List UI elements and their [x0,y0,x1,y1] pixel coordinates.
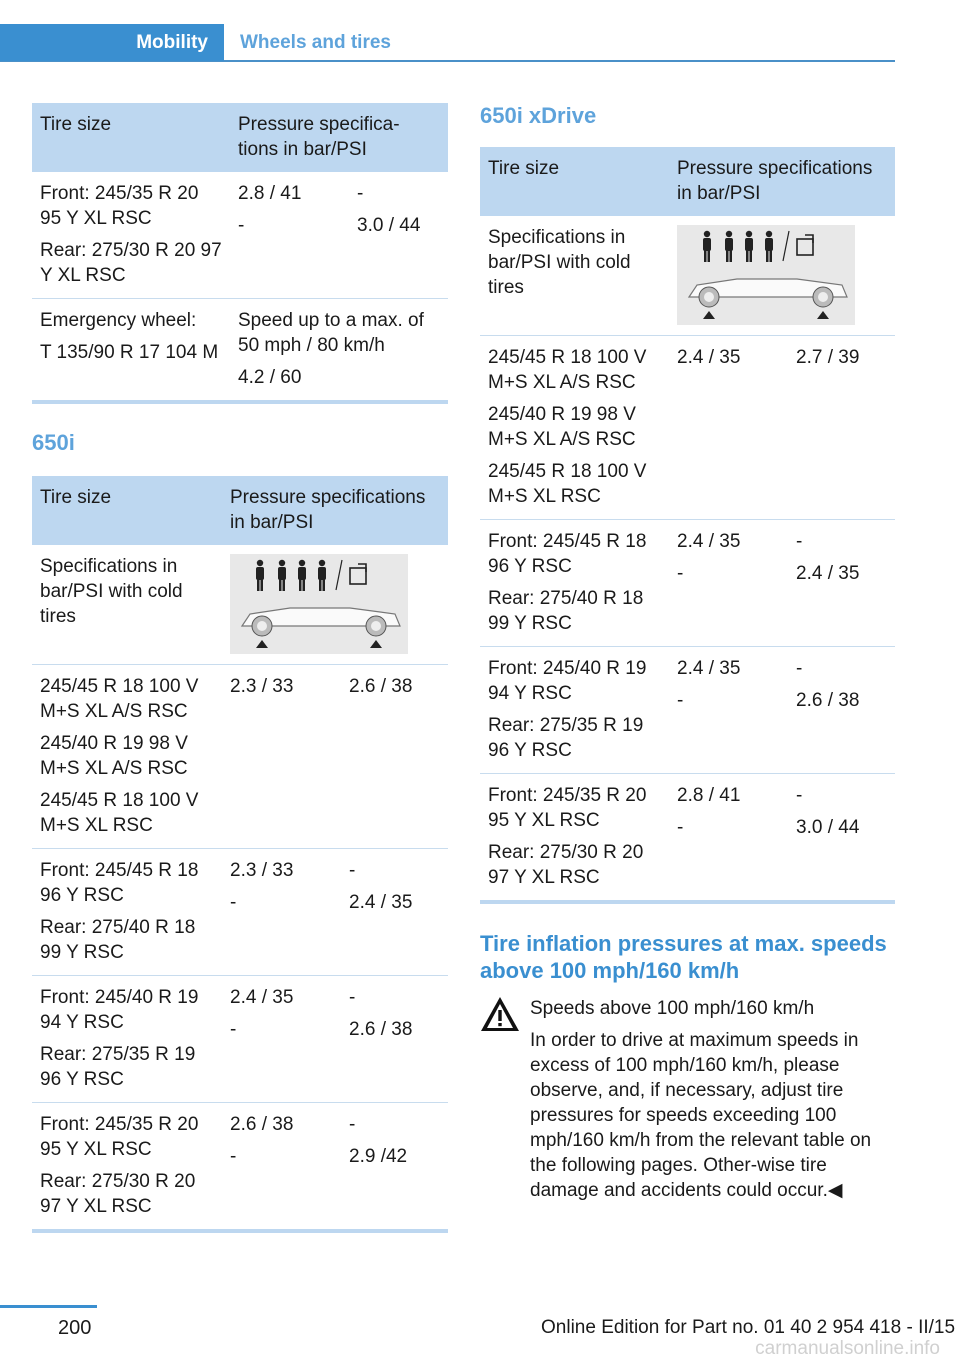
column-header-pressure: Pressure specifications in bar/PSI [669,147,895,216]
tire-size-rear: Rear: 275/30 R 20 97 Y XL RSC [40,240,222,286]
column-header-pressure: Pressure specifica- tions in bar/PSI [230,103,448,172]
watermark: carmanualsonline.info [755,1338,940,1359]
tire-size-rear: Rear: 275/40 R 18 99 Y RSC [488,588,644,634]
page-footer [0,1305,960,1362]
table-row [480,336,895,520]
pressure-value: 2.3 / 33 [230,860,294,881]
pressure-value: - [357,183,364,204]
pressure-value: - [238,215,245,236]
page-number-rule [0,1305,97,1308]
tire-size-rear: Rear: 275/40 R 18 99 Y RSC [40,917,196,963]
table-row [480,216,895,336]
tire-size-rear: Rear: 275/35 R 19 96 Y RSC [40,1044,196,1090]
warning-triangle-icon [480,996,520,1032]
tire-size: 245/45 R 18 100 V M+S XL A/S RSC [40,676,199,722]
table-row [480,647,895,774]
pressure-value: 2.4 / 35 [677,658,741,679]
column-header-tire-size: Tire size [32,103,230,172]
warning-section-title: Tire inflation pressures at max. speeds above 100 mph/160 km/h [480,931,887,983]
pressure-value: - [677,690,684,711]
section-title-650i-xdrive: 650i xDrive [480,103,597,128]
pressure-value: 3.0 / 44 [796,817,860,838]
pressure-value: 2.6 / 38 [796,690,860,711]
column-header-tire-size: Tire size [480,147,669,216]
warning-heading: Speeds above 100 mph/160 km/h [530,998,815,1019]
spec-label: Specifications in bar/PSI with cold tires [480,216,669,336]
section-title-650i: 650i [32,430,75,455]
tire-size-front: Front: 245/35 R 20 95 Y XL RSC [40,1114,199,1160]
pressure-value: 2.4 / 35 [677,531,741,552]
table-row [32,665,448,849]
tire-size-front: Front: 245/45 R 18 96 Y RSC [40,860,199,906]
column-header-pressure: Pressure specifications in bar/PSI [222,476,448,545]
page-number: 200 [58,1317,92,1339]
pressure-value: - [796,531,803,552]
load-diagram-icon [230,554,408,654]
pressure-value: 2.6 / 38 [349,676,413,697]
pressure-value: - [230,1146,237,1167]
tire-size-rear: Rear: 275/30 R 20 97 Y XL RSC [488,842,644,888]
pressure-value: 2.6 / 38 [230,1114,294,1135]
table-row [32,976,448,1103]
section-tab-wheels-and-tires: Wheels and tires [240,31,391,53]
table-row [32,172,448,299]
pressure-value: 2.9 /42 [349,1146,408,1167]
pressure-value: 2.4 / 35 [349,892,413,913]
tire-size: 245/40 R 19 98 V M+S XL A/S RSC [40,733,188,779]
left-column [32,103,448,1233]
tire-size: 245/45 R 18 100 V M+S XL A/S RSC [488,347,647,393]
tire-table-650i-xdrive [480,147,895,904]
pressure-value: 2.3 / 33 [230,676,294,697]
warning-block [480,996,895,1203]
table-row [480,774,895,903]
table-row [32,299,448,403]
pressure-value: 2.4 / 35 [796,563,860,584]
pressure-value: 3.0 / 44 [357,215,421,236]
pressure-value: 2.8 / 41 [677,785,741,806]
tire-table-continued [32,103,448,404]
pressure-value: - [677,817,684,838]
emergency-wheel-label: Emergency wheel: [40,310,197,331]
table-row [32,849,448,976]
pressure-value: - [230,1019,237,1040]
page-header [0,24,895,62]
column-header-tire-size: Tire size [32,476,222,545]
pressure-value: 2.7 / 39 [796,347,860,368]
emergency-wheel-size: T 135/90 R 17 104 M [40,342,219,363]
warning-text: In order to drive at maximum speeds in excess of 100 mph/160 km/h, please observe, and, if necessary, adjust tire pressures for speeds exceeding 100 mph/160 km/h from the relevant table on the following pages. Other-wise tire damage and accidents could occur.◀ [530,1030,872,1201]
speed-limit-note: Speed up to a max. of 50 mph / 80 km/h [238,310,424,356]
pressure-value: 2.6 / 38 [349,1019,413,1040]
edition-note: Online Edition for Part no. 01 40 2 954 418 - II/15 [541,1317,956,1338]
pressure-value: 2.4 / 35 [677,347,741,368]
spec-label: Specifications in bar/PSI with cold tires [32,545,222,665]
pressure-value: 4.2 / 60 [238,367,302,388]
section-tab-mobility: Mobility [0,24,224,61]
table-row [480,520,895,647]
tire-size: 245/45 R 18 100 V M+S XL RSC [488,461,647,507]
pressure-value: 2.4 / 35 [230,987,294,1008]
tire-size-front: Front: 245/45 R 18 96 Y RSC [488,531,647,577]
tire-size-rear: Rear: 275/35 R 19 96 Y RSC [488,715,644,761]
pressure-value: - [230,892,237,913]
pressure-value: - [677,563,684,584]
table-row [32,1103,448,1232]
pressure-value: - [796,658,803,679]
pressure-value: - [349,1114,356,1135]
table-row [32,545,448,665]
tire-size-rear: Rear: 275/30 R 20 97 Y XL RSC [40,1171,196,1217]
tire-size-front: Front: 245/40 R 19 94 Y RSC [40,987,199,1033]
tire-size-front: Front: 245/35 R 20 95 Y XL RSC [40,183,199,229]
tire-size-front: Front: 245/35 R 20 95 Y XL RSC [488,785,647,831]
right-column [480,103,895,1203]
pressure-value: 2.8 / 41 [238,183,302,204]
tire-size: 245/40 R 19 98 V M+S XL A/S RSC [488,404,636,450]
pressure-value: - [349,987,356,1008]
load-diagram-icon [677,225,855,325]
warning-body [480,1028,895,1203]
pressure-value: - [349,860,356,881]
tire-size-front: Front: 245/40 R 19 94 Y RSC [488,658,647,704]
tire-table-650i [32,476,448,1233]
pressure-value: - [796,785,803,806]
tire-size: 245/45 R 18 100 V M+S XL RSC [40,790,199,836]
